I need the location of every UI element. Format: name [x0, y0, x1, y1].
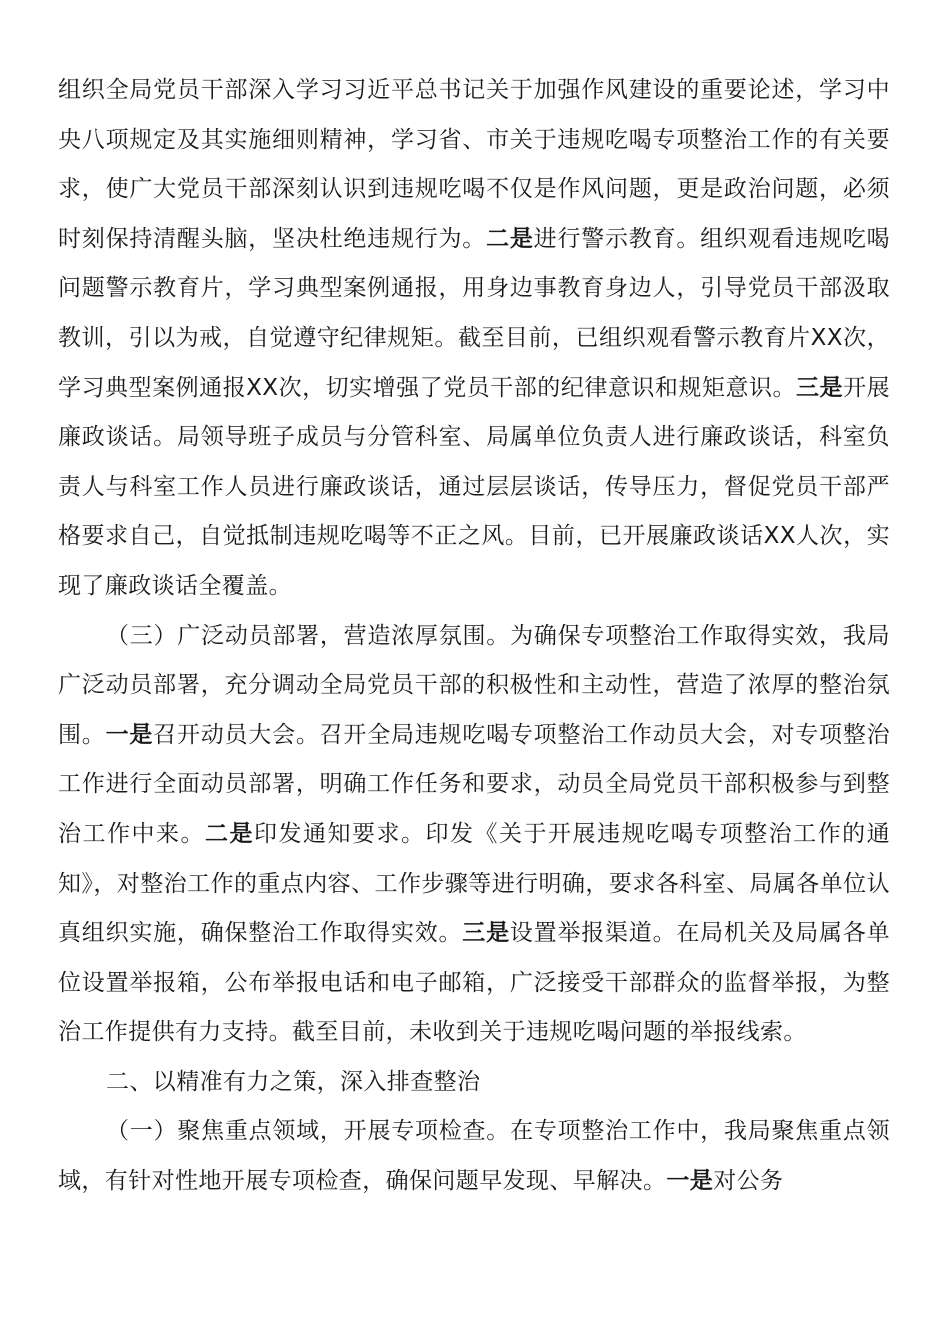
paragraph-mobilization: [58, 612, 890, 1058]
paragraph-text: 进行警示教育。组织观看违规吃喝问题警示教育片，学习典型案例通报，用身边事教育身边人，引导党员干部汲取教训，引以为戒，自觉遵守纪律规矩。截至目前，已组织观看警示教育片XX次，学习典型案例通报XX次，切实增强了党员干部的纪律意识和规矩意识。: [58, 225, 891, 401]
paragraph-inspection: [58, 1107, 890, 1206]
bold-marker: 一是: [666, 1168, 714, 1195]
bold-marker: 二是: [205, 820, 255, 847]
paragraph-education: [58, 66, 890, 612]
bold-marker: 三是: [796, 374, 844, 401]
section-heading-text: 二、以精准有力之策，深入排查整治: [106, 1068, 481, 1095]
paragraph-text: 对公务: [713, 1168, 784, 1195]
paragraph-text: （一）聚焦重点领域，开展专项检查。在专项整治工作中，我局聚焦重点领域，有针对性地开展专项检查，确保问题早发现、早解决。: [58, 1118, 890, 1195]
paragraph-text: 印发通知要求。印发《关于开展违规吃喝专项整治工作的通知》，对整治工作的重点内容、工作步骤等进行明确，要求各科室、局属各单位认真组织实施，确保整治工作取得实效。: [58, 820, 890, 947]
section-heading: [58, 1058, 890, 1108]
paragraph-text: （三）广泛动员部署，营造浓厚氛围。为确保专项整治工作取得实效，我局广泛动员部署，充分调动全局党员干部的积极性和主动性，营造了浓厚的整治氛围。: [58, 622, 890, 748]
paragraph-text: 设置举报渠道。在局机关及局属各单位设置举报箱，公布举报电话和电子邮箱，广泛接受干部群众的监督举报，为整治工作提供有力支持。截至目前，未收到关于违规吃喝问题的举报线索。: [58, 920, 890, 1046]
paragraph-text: 召开动员大会。召开全局违规吃喝专项整治工作动员大会，对专项整治工作进行全面动员部署，明确工作任务和要求，动员全局党员干部积极参与到整治工作中来。: [58, 721, 890, 847]
bold-marker: 一是: [105, 721, 154, 748]
bold-marker: 二是: [486, 225, 534, 252]
document-page: [58, 66, 890, 1207]
bold-marker: 三是: [462, 920, 510, 947]
paragraph-text: 组织全局党员干部深入学习习近平总书记关于加强作风建设的重要论述，学习中央八项规定及其实施细则精神，学习省、市关于违规吃喝专项整治工作的有关要求，使广大党员干部深刻认识到违规吃喝不仅是作风问题，更是政治问题，必须时刻保持清醒头脑，坚决杜绝违规行为。: [58, 77, 890, 252]
paragraph-text: 开展廉政谈话。局领导班子成员与分管科室、局属单位负责人进行廉政谈话，科室负责人与科室工作人员进行廉政谈话，通过层层谈话，传导压力，督促党员干部严格要求自己，自觉抵制违规吃喝等不正之风。目前，已开展廉政谈话XX人次，实现了廉政谈话全覆盖。: [58, 374, 890, 599]
